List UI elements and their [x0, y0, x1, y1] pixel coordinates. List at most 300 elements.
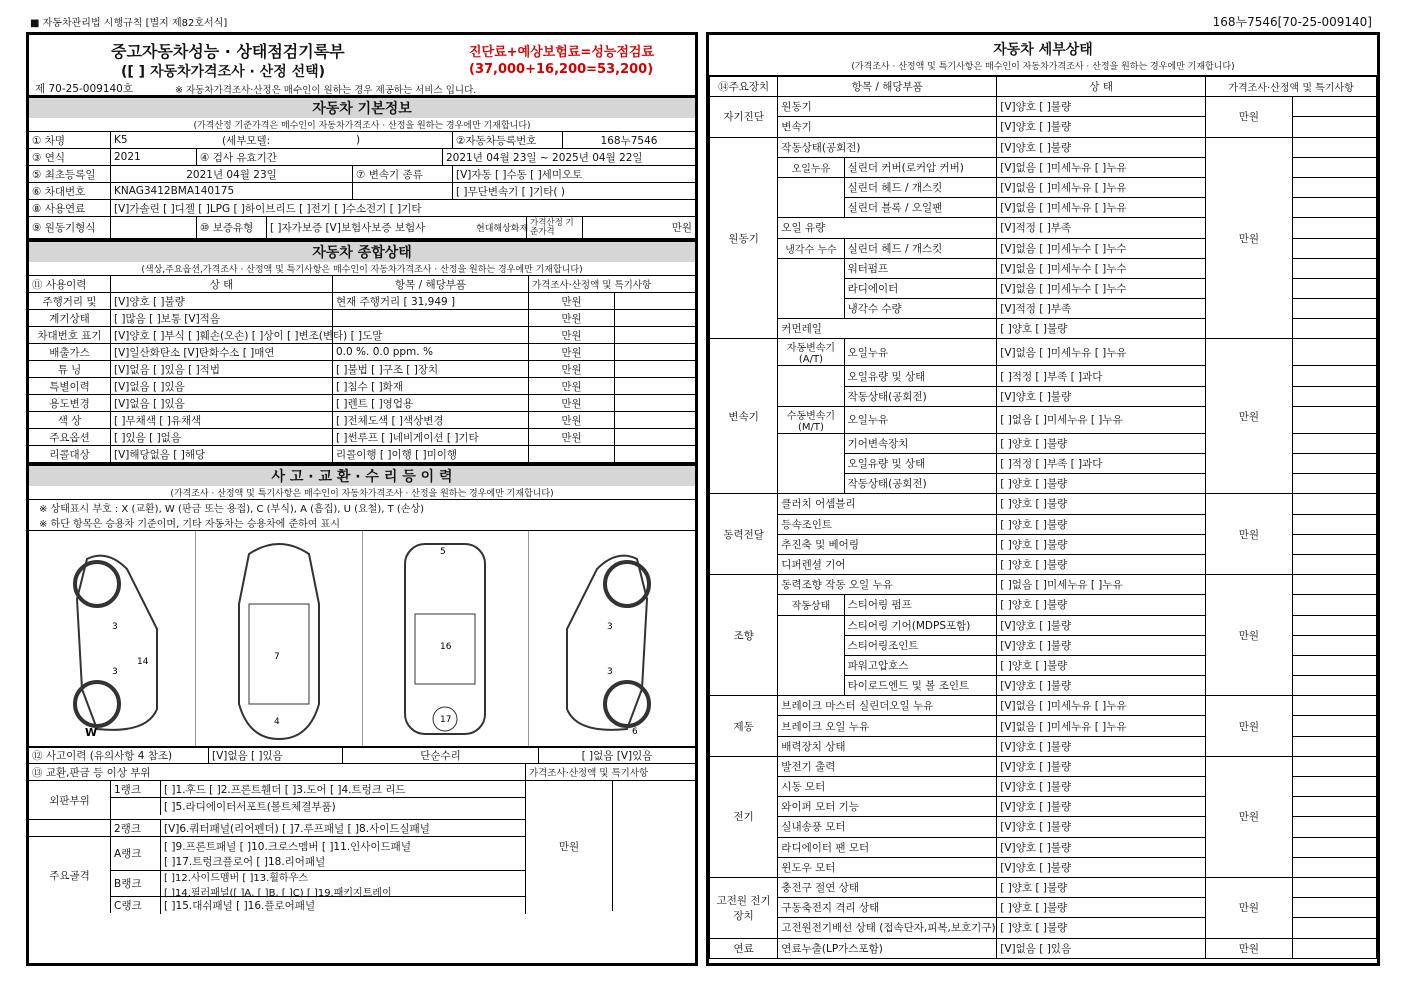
summary-label: 주요옵션: [29, 429, 111, 445]
detail-heading: 자동차 세부상태: [993, 42, 1093, 58]
device-group: 전기: [710, 756, 778, 877]
detail-subgroup: [778, 635, 844, 655]
value-transmission: [V]자동 [ ]수동 [ ]세미오토: [456, 168, 583, 181]
detail-item: 고전원전기배선 상태 (접속단자,피복,보호기구): [778, 918, 997, 938]
summary-item: [ ]불법 [ ]구조 [ ]장치: [333, 361, 529, 377]
value-simple-repair: [ ]없음 [V]있음: [581, 750, 653, 762]
summary-money: 만원: [529, 395, 615, 411]
svg-text:3: 3: [111, 666, 118, 677]
value-base-price: 만원: [671, 222, 692, 234]
col-item: 항목 / 해당부품: [778, 77, 997, 97]
detail-status: [ ]적정 [ ]부족 [ ]과다: [997, 454, 1206, 474]
detail-status: [V]양호 [ ]불량: [997, 117, 1206, 137]
value-model: K5: [114, 134, 128, 146]
basic-info-note: (가격산정 기준가격은 매수인이 자동차가격조사 · 산정을 원하는 경우에만 기재합니다): [29, 118, 695, 132]
detail-item: 브레이크 오일 누유: [778, 716, 997, 736]
detail-note-cell: [1292, 238, 1376, 258]
svg-text:17: 17: [440, 714, 452, 725]
detail-part: 스티어링 펌프: [844, 595, 997, 615]
detail-item: 충전구 절연 상태: [778, 877, 997, 897]
detail-subgroup: [778, 366, 844, 386]
svg-text:3: 3: [111, 621, 118, 632]
basic-row-1: [29, 132, 695, 149]
exchange-special-heading: 가격조사·산정액 및 특기사항: [526, 764, 695, 781]
form-header: [29, 35, 695, 95]
legend-2: ※ 하단 항목은 승용차 기준이며, 기타 자동차는 승용차에 준하여 표시: [39, 519, 340, 530]
label-reg-no: ②자동차등록번호: [453, 132, 563, 148]
summary-money: 만원: [529, 293, 615, 309]
detail-row: [710, 575, 1377, 595]
col-special: 가격조사·산정액 및 특기사항: [1206, 77, 1377, 97]
detail-status: [V]없음 [ ]있음: [997, 938, 1206, 958]
summary-item: [333, 310, 529, 326]
detail-note-cell: [1292, 837, 1376, 857]
detail-status: [V]적정 [ ]부족: [997, 299, 1206, 319]
detail-row: [710, 877, 1377, 897]
left-panel: [26, 32, 698, 966]
detail-note-cell: [1292, 676, 1376, 696]
detail-row: [710, 494, 1377, 514]
summary-item: 리콜이행 [ ]이행 [ ]미이행: [333, 446, 529, 462]
detail-note-cell: [1292, 218, 1376, 238]
detail-status: [ ]양호 [ ]불량: [997, 918, 1206, 938]
summary-row: [29, 429, 695, 446]
detail-note-cell: [1292, 454, 1376, 474]
detail-part: 기어변속장치: [844, 433, 997, 453]
rankA-line1: [ ]9.프론트패널 [ ]10.크로스멤버 [ ]11.인사이드패널: [164, 840, 411, 853]
label-warranty: ⑩ 보증유형: [197, 217, 267, 238]
detail-row: [710, 696, 1377, 716]
detail-part: 타이로드엔드 및 볼 조인트: [844, 676, 997, 696]
detail-subgroup: 수동변속기 (M/T): [778, 406, 844, 433]
detail-note-cell: [1292, 696, 1376, 716]
detail-money: 만원: [1206, 575, 1292, 696]
detail-note-cell: [1292, 797, 1376, 817]
summary-state: [V]없음 [ ]있음: [111, 395, 333, 411]
accident-heading: 사 고 · 교 환 · 수 리 등 이 력: [29, 463, 695, 486]
detail-note-cell: [1292, 777, 1376, 797]
summary-label: 튜 닝: [29, 361, 111, 377]
summary-item: 0.0 %. 0.0 ppm. %: [333, 344, 529, 360]
doc-note: ※ 자동차가격조사·산정은 매수인이 원하는 경우 제공하는 서비스 입니다.: [175, 85, 477, 96]
rank2-line: [V]6.쿼터패널(리어펜더) [ ]7.루프패널 [ ]8.사이드실패널: [164, 822, 430, 835]
detail-note-cell: [1292, 918, 1376, 938]
detail-subgroup: [778, 386, 844, 406]
label-fuel: ⑧ 사용연료: [29, 200, 111, 216]
detail-note-cell: [1292, 157, 1376, 177]
exchange-money: 만원: [526, 781, 613, 911]
detail-note-cell: [1292, 198, 1376, 218]
device-group: 조향: [710, 575, 778, 696]
detail-item: 추진축 및 베어링: [778, 534, 997, 554]
car-top-diagram: [196, 531, 363, 746]
detail-part: 라디에이터: [844, 278, 997, 298]
summary-state: [V]없음 [ ]있음 [ ]적법: [111, 361, 333, 377]
detail-note-cell: [1292, 474, 1376, 494]
basic-row-4: [29, 183, 695, 200]
detail-note-cell: [1292, 258, 1376, 278]
summary-state: [ ]무채색 [ ]유채색: [111, 412, 333, 428]
value-transmission-extra: [ ]무단변속기 [ ]기타( ): [456, 185, 565, 198]
basic-row-6: [29, 217, 695, 239]
detail-note-cell: [1292, 319, 1376, 339]
summary-row: [29, 310, 695, 327]
detail-part: 스티어링조인트: [844, 635, 997, 655]
value-warranty: [ ]자가보증 [V]보험사보증 보험사: [270, 222, 426, 234]
value-reg-no: 168누7546: [600, 134, 658, 147]
label-simple-repair: 단순수리: [343, 748, 539, 763]
detail-note-cell: [1292, 366, 1376, 386]
detail-subgroup: [778, 198, 844, 218]
detail-part: 워터펌프: [844, 258, 997, 278]
summary-money: 만원: [529, 327, 615, 343]
detail-status: [V]양호 [ ]불량: [997, 837, 1206, 857]
summary-row: [29, 412, 695, 429]
detail-note-cell: [1292, 615, 1376, 635]
summary-state: [V]없음 [ ]있음: [111, 378, 333, 394]
detail-item: 동력조향 작동 오일 누유: [778, 575, 997, 595]
detail-table: [709, 76, 1377, 959]
detail-subgroup: [778, 615, 844, 635]
detail-subgroup: [778, 177, 844, 197]
detail-row: [710, 938, 1377, 958]
device-group: 고전원 전기장치: [710, 877, 778, 938]
detail-part: 오일누유: [844, 406, 997, 433]
summary-money: 만원: [529, 361, 615, 377]
detail-money: 만원: [1206, 756, 1292, 877]
summary-state: [V]해당없음 [ ]해당: [111, 446, 333, 462]
summary-label: 배출가스: [29, 344, 111, 360]
detail-status: [V]양호 [ ]불량: [997, 756, 1206, 776]
rank2-label: 2랭크: [111, 820, 161, 836]
summary-note: (색상,주요옵션,가격조사 · 산정액 및 특기사항은 매수인이 자동차가격조사 · 산정을 원하는 경우에만 기재합니다): [29, 262, 695, 276]
device-group: 연료: [710, 938, 778, 958]
value-accident: [V]없음 [ ]있음: [209, 748, 343, 763]
summary-item: [ ]침수 [ ]화재: [333, 378, 529, 394]
detail-note-cell: [1292, 716, 1376, 736]
detail-note-cell: [1292, 278, 1376, 298]
col-device: ⑭주요장치: [710, 77, 778, 97]
detail-part: 오일누유: [844, 339, 997, 366]
detail-status: [V]양호 [ ]불량: [997, 137, 1206, 157]
summary-header-row: [29, 276, 695, 293]
svg-text:5: 5: [440, 546, 447, 557]
value-inspection-period: 2021년 04월 23일 ~ 2025년 04월 22일: [446, 151, 643, 164]
detail-part: 실린더 블록 / 오일팬: [844, 198, 997, 218]
detail-subgroup: [778, 454, 844, 474]
summary-heading: 자동차 종합상태: [29, 239, 695, 262]
summary-row: [29, 344, 695, 361]
detail-item: 구동축전지 격리 상태: [778, 898, 997, 918]
rank1-line2: [ ]5.라디에이터서포트(볼트체결부품): [164, 801, 336, 813]
col-item: 항목 / 해당부품: [333, 276, 529, 292]
svg-text:3: 3: [607, 621, 613, 632]
detail-subgroup: 작동상태: [778, 595, 844, 615]
basic-row-5: [29, 200, 695, 217]
rankA-line2: [ ]17.트렁크플로어 [ ]18.리어패널: [164, 855, 326, 868]
detail-status: [ ]양호 [ ]불량: [997, 494, 1206, 514]
device-group: 변속기: [710, 339, 778, 494]
detail-subgroup: [778, 299, 844, 319]
summary-money: 만원: [529, 378, 615, 394]
svg-text:4: 4: [273, 716, 280, 727]
rankC-label: C랭크: [111, 897, 161, 914]
detail-note-cell: [1292, 817, 1376, 837]
svg-text:16: 16: [440, 641, 452, 652]
summary-money: 만원: [529, 429, 615, 445]
price-option-title: ([ ] 자동차가격조사 · 산정 선택): [121, 64, 326, 80]
form-reference: ■ 자동차관리법 시행규칙 [별지 제82호서식]: [30, 14, 227, 29]
svg-text:7: 7: [273, 651, 280, 662]
detail-note-cell: [1292, 736, 1376, 756]
svg-text:6: 6: [632, 726, 638, 737]
detail-note-cell: [1292, 494, 1376, 514]
detail-item: 디퍼렌셜 기어: [778, 554, 997, 574]
detail-row: [710, 97, 1377, 117]
right-panel: [706, 32, 1380, 966]
detail-status: [V]없음 [ ]미세누유 [ ]누유: [997, 716, 1206, 736]
detail-status: [ ]양호 [ ]불량: [997, 655, 1206, 675]
detail-status: [ ]양호 [ ]불량: [997, 433, 1206, 453]
col-state: 상 태: [111, 276, 333, 292]
detail-note-cell: [1292, 386, 1376, 406]
detail-part: 실린더 헤드 / 개스킷: [844, 238, 997, 258]
detail-item: 변속기: [778, 117, 997, 137]
col-status: 상 태: [997, 77, 1206, 97]
detail-part: 냉각수 수량: [844, 299, 997, 319]
detail-subgroup: [778, 258, 844, 278]
detail-note-cell: [1292, 514, 1376, 534]
summary-label: 차대번호 표기: [29, 327, 111, 343]
detail-item: 작동상태(공회전): [778, 137, 997, 157]
label-accident: ⑫ 사고이력 (유의사항 4 참조): [29, 748, 209, 763]
detail-status: [V]양호 [ ]불량: [997, 676, 1206, 696]
rankC-line: [ ]15.대쉬패널 [ ]16.플로어패널: [164, 900, 316, 912]
summary-money: 만원: [529, 310, 615, 326]
basic-row-2: [29, 149, 695, 166]
detail-status: [V]양호 [ ]불량: [997, 736, 1206, 756]
car-frame-diagram: [363, 531, 530, 746]
detail-subgroup: 자동변속기 (A/T): [778, 339, 844, 366]
detail-money: 만원: [1206, 137, 1292, 339]
svg-text:14: 14: [136, 656, 149, 667]
detail-item: 등속조인트: [778, 514, 997, 534]
value-first-reg: 2021년 04월 23일: [111, 166, 353, 182]
detail-status: [ ]적정 [ ]부족 [ ]과다: [997, 366, 1206, 386]
detail-subgroup: [778, 278, 844, 298]
summary-label: 색 상: [29, 412, 111, 428]
detail-note-cell: [1292, 433, 1376, 453]
detail-note-cell: [1292, 595, 1376, 615]
rank1-label: 1랭크: [111, 781, 161, 797]
detail-note-cell: [1292, 938, 1376, 958]
detail-status: [V]양호 [ ]불량: [997, 857, 1206, 877]
detail-status: [V]양호 [ ]불량: [997, 797, 1206, 817]
summary-state: [ ]많음 [ ]보통 [V]적음: [111, 310, 333, 326]
detail-subgroup: 오일누유: [778, 157, 844, 177]
detail-part: 실린더 커버(로커암 커버): [844, 157, 997, 177]
exchange-heading: ⑬ 교환,판금 등 이상 부위: [29, 764, 525, 781]
document-id: 168누7546[70-25-009140]: [1212, 15, 1372, 29]
detail-note-cell: [1292, 97, 1376, 117]
summary-money: 만원: [529, 344, 615, 360]
detail-subgroup: [778, 474, 844, 494]
label-inspection-period: ④ 검사 유효기간: [197, 149, 443, 165]
detail-status: [ ]없음 [ ]미세누유 [ ]누유: [997, 406, 1206, 433]
detail-part: 작동상태(공회전): [844, 474, 997, 494]
rank1-line1: [ ]1.후드 [ ]2.프론트휀더 [ ]3.도어 [ ]4.트렁크 리드: [164, 783, 406, 796]
value-insurer: 현대해상화재: [473, 217, 527, 238]
device-group: 동력전달: [710, 494, 778, 575]
col-usage: ⑪ 사용이력: [29, 276, 111, 292]
summary-row: [29, 327, 695, 344]
detail-item: 브레이크 마스터 실린더오일 누유: [778, 696, 997, 716]
label-base-price: 가격산정 기준가격: [527, 217, 583, 238]
car-right-side-diagram: [529, 531, 695, 746]
summary-item: [ ]렌트 [ ]영업용: [333, 395, 529, 411]
summary-row: [29, 293, 695, 310]
detail-status: [ ]양호 [ ]불량: [997, 534, 1206, 554]
summary-label: 용도변경: [29, 395, 111, 411]
detail-part: 실린더 헤드 / 개스킷: [844, 177, 997, 197]
detail-part: 오일유량 및 상태: [844, 366, 997, 386]
svg-text:W: W: [84, 725, 98, 739]
detail-subgroup: [778, 655, 844, 675]
detail-item: 커먼레일: [778, 319, 997, 339]
summary-label: 리콜대상: [29, 446, 111, 462]
detail-subgroup: [778, 676, 844, 696]
detail-money: 만원: [1206, 938, 1292, 958]
summary-rows: [29, 293, 695, 463]
detail-status: [ ]양호 [ ]불량: [997, 877, 1206, 897]
value-fuel: [V]가솔린 [ ]디젤 [ ]LPG [ ]하이브리드 [ ]전기 [ ]수소전기 [ ]기타: [114, 202, 422, 215]
detail-status: [V]양호 [ ]불량: [997, 777, 1206, 797]
label-model: ① 차명: [29, 132, 111, 148]
rankA-label: A랭크: [111, 837, 161, 870]
summary-label: 주행거리 및: [29, 293, 111, 309]
detail-status: [V]양호 [ ]불량: [997, 817, 1206, 837]
col-special: 가격조사·산정액 및 특기사항: [532, 280, 652, 291]
value-submodel: ): [353, 132, 453, 148]
label-exterior: 외판부위: [29, 781, 111, 819]
label-engine-type: ⑨ 원동기형식: [29, 217, 111, 238]
detail-note-cell: [1292, 635, 1376, 655]
label-vin: ⑥ 차대번호: [29, 183, 111, 199]
detail-status: [V]없음 [ ]미세누수 [ ]누수: [997, 258, 1206, 278]
summary-money: 만원: [529, 412, 615, 428]
detail-note-cell: [1292, 877, 1376, 897]
device-group: 원동기: [710, 137, 778, 339]
detail-note-cell: [1292, 756, 1376, 776]
summary-label: 특별이력: [29, 378, 111, 394]
svg-text:3: 3: [607, 666, 613, 677]
detail-part: 작동상태(공회전): [844, 386, 997, 406]
detail-note-cell: [1292, 554, 1376, 574]
detail-note-cell: [1292, 177, 1376, 197]
detail-subgroup: [778, 433, 844, 453]
exchange-section: [29, 764, 695, 914]
detail-status: [V]양호 [ ]불량: [997, 97, 1206, 117]
detail-item: 시동 모터: [778, 777, 997, 797]
summary-row: [29, 395, 695, 412]
detail-status: [V]양호 [ ]불량: [997, 635, 1206, 655]
value-vin: KNAG3412BMA140175: [111, 183, 353, 199]
detail-note-cell: [1292, 406, 1376, 433]
summary-money: [529, 446, 615, 462]
detail-note-cell: [1292, 299, 1376, 319]
detail-status: [V]없음 [ ]미세누수 [ ]누수: [997, 278, 1206, 298]
detail-status: [V]적정 [ ]부족: [997, 218, 1206, 238]
rankB-line2: [ ]14.필러패널([ ]A, [ ]B, [ ]C) [ ]19.패키지트레이: [164, 887, 392, 899]
detail-item: 윈도우 모터: [778, 857, 997, 877]
summary-row: [29, 446, 695, 463]
legend-1: ※ 상태표시 부호 : X (교환), W (판금 또는 용접), C (부식), A (흠집), U (요철), T (손상): [39, 504, 425, 515]
detail-note-cell: [1292, 137, 1376, 157]
summary-state: [V]양호 [ ]부식 [ ]훼손(오손) [ ]상이 [ ]변조(변타) [ ]도말: [111, 327, 333, 343]
detail-note-cell: [1292, 655, 1376, 675]
detail-money: 만원: [1206, 696, 1292, 757]
detail-item: 발전기 출력: [778, 756, 997, 776]
summary-state: [ ]있음 [ ]없음: [111, 429, 333, 445]
rankB-line1: [ ]12.사이드멤버 [ ]13.휠하우스: [164, 872, 308, 884]
device-group: 자기진단: [710, 97, 778, 137]
label-main-frame: 주요골격: [29, 837, 111, 913]
summary-row: [29, 378, 695, 395]
detail-status: [V]없음 [ ]미세누유 [ ]누유: [997, 696, 1206, 716]
detail-note: (가격조사 · 산정액 및 특기사항은 매수인이 자동차가격조사 · 산정을 원하는 경우에만 기재합니다): [709, 59, 1377, 76]
detail-part: 스티어링 기어(MDPS포함): [844, 615, 997, 635]
label-submodel: (세부모델:: [222, 134, 271, 147]
summary-item: [ ]썬루프 [ ]네비게이션 [ ]기타: [333, 429, 529, 445]
summary-item: [ ]전체도색 [ ]색상변경: [333, 412, 529, 428]
detail-status: [V]없음 [ ]미세누수 [ ]누수: [997, 238, 1206, 258]
detail-status: [ ]양호 [ ]불량: [997, 319, 1206, 339]
detail-row: [710, 756, 1377, 776]
detail-status: [V]없음 [ ]미세누유 [ ]누유: [997, 339, 1206, 366]
basic-info-heading: 자동차 기본정보: [29, 95, 695, 118]
detail-part: 파워고압호스: [844, 655, 997, 675]
fee-formula: (37,000+16,200=53,200): [469, 62, 654, 77]
summary-row: [29, 361, 695, 378]
detail-row: [710, 137, 1377, 157]
detail-part: 오일유량 및 상태: [844, 454, 997, 474]
summary-item: [333, 327, 529, 343]
label-first-reg: ⑤ 최초등록일: [29, 166, 111, 182]
fee-text: 진단료+예상보험료=성능점검료: [469, 45, 655, 60]
detail-item: 실내송풍 모터: [778, 817, 997, 837]
detail-note-cell: [1292, 339, 1376, 366]
doc-number: 제 70-25-009140호: [35, 83, 134, 95]
detail-row: [710, 339, 1377, 366]
detail-note-cell: [1292, 898, 1376, 918]
detail-subgroup: 냉각수 누수: [778, 238, 844, 258]
form-title: 중고자동차성능 · 상태점검기록부: [111, 42, 345, 61]
rankB-label: B랭크: [111, 871, 161, 896]
detail-status: [V]양호 [ ]불량: [997, 615, 1206, 635]
detail-money: 만원: [1206, 494, 1292, 575]
detail-item: 라디에이터 팬 모터: [778, 837, 997, 857]
detail-item: 클러치 어셈블리: [778, 494, 997, 514]
device-group: 제동: [710, 696, 778, 757]
summary-state: [V]양호 [ ]불량: [111, 293, 333, 309]
detail-money: 만원: [1206, 97, 1292, 137]
detail-status: [ ]양호 [ ]불량: [997, 898, 1206, 918]
detail-item: 연료누출(LP가스포함): [778, 938, 997, 958]
accident-note: (가격조사 · 산정액 및 특기사항은 매수인이 자동차가격조사 · 산정을 원하는 경우에만 기재합니다): [29, 486, 695, 500]
detail-status: [ ]양호 [ ]불량: [997, 514, 1206, 534]
detail-note-cell: [1292, 534, 1376, 554]
detail-status: [ ]양호 [ ]불량: [997, 554, 1206, 574]
